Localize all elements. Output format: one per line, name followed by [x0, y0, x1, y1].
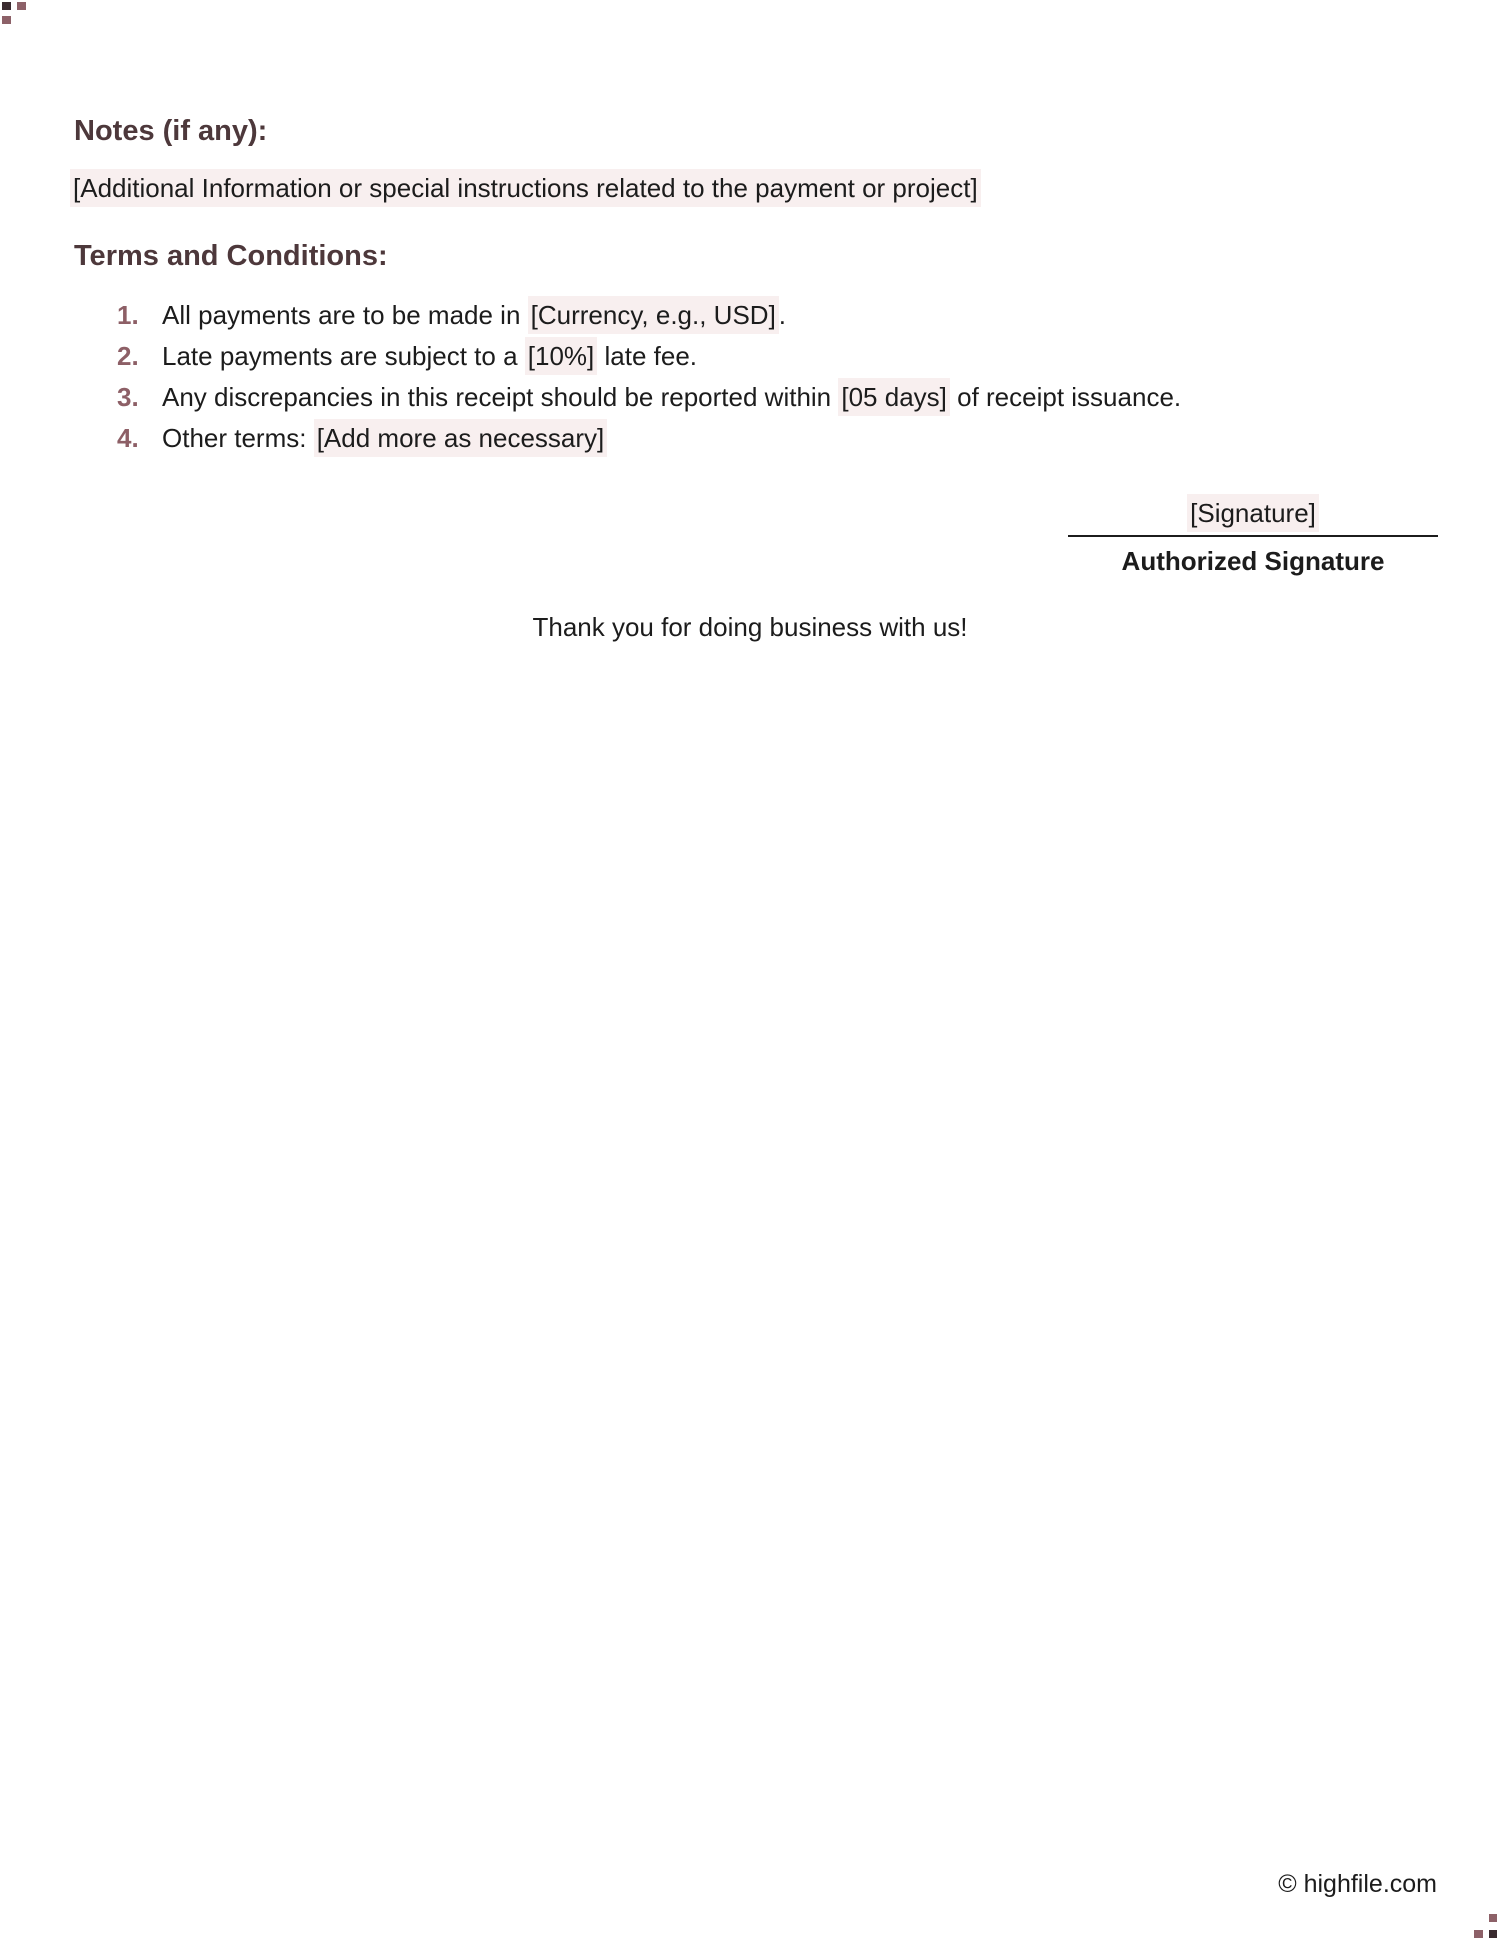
notes-placeholder-line	[70, 172, 981, 205]
terms-item-number: 4.	[117, 423, 139, 453]
decor-square-mauve	[1474, 1930, 1483, 1938]
decor-square-dark	[2, 2, 11, 10]
terms-item	[74, 422, 1414, 455]
notes-placeholder-text: [Additional Information or special instructions related to the payment or project]	[70, 169, 981, 207]
closing-message: Thank you for doing business with us!	[532, 612, 968, 642]
notes-heading: Notes (if any):	[74, 115, 268, 147]
signature-placeholder-text: [Signature]	[1187, 494, 1319, 532]
decor-square-mauve	[2, 16, 11, 24]
signature-line	[1068, 497, 1438, 537]
signature-label: Authorized Signature	[1121, 546, 1385, 576]
terms-item-text: Late payments are subject to a [10%] late fee.	[162, 337, 697, 375]
terms-item-placeholder: [Add more as necessary]	[314, 419, 608, 457]
signature-block	[1068, 497, 1438, 578]
decor-square-mauve	[1489, 1914, 1497, 1922]
terms-item-placeholder: [05 days]	[838, 378, 950, 416]
decor-square-dark	[1489, 1930, 1497, 1938]
terms-item	[74, 299, 1414, 332]
terms-item-placeholder: [Currency, e.g., USD]	[528, 296, 779, 334]
terms-item-placeholder: [10%]	[525, 337, 598, 375]
footer-copyright: © highfile.com	[1278, 1870, 1437, 1898]
terms-item-number: 1.	[117, 300, 139, 330]
terms-list	[74, 299, 1414, 463]
terms-item-number: 3.	[117, 382, 139, 412]
terms-item-number: 2.	[117, 341, 139, 371]
terms-heading: Terms and Conditions:	[74, 240, 388, 272]
terms-item-text: Other terms: [Add more as necessary]	[162, 419, 607, 457]
decor-square-mauve	[17, 2, 26, 10]
terms-item	[74, 340, 1414, 373]
terms-item	[74, 381, 1414, 414]
terms-item-text: All payments are to be made in [Currency, e.g., USD] .	[162, 296, 786, 334]
terms-item-text: Any discrepancies in this receipt should be reported within [05 days] of receipt issuance.	[162, 378, 1181, 416]
